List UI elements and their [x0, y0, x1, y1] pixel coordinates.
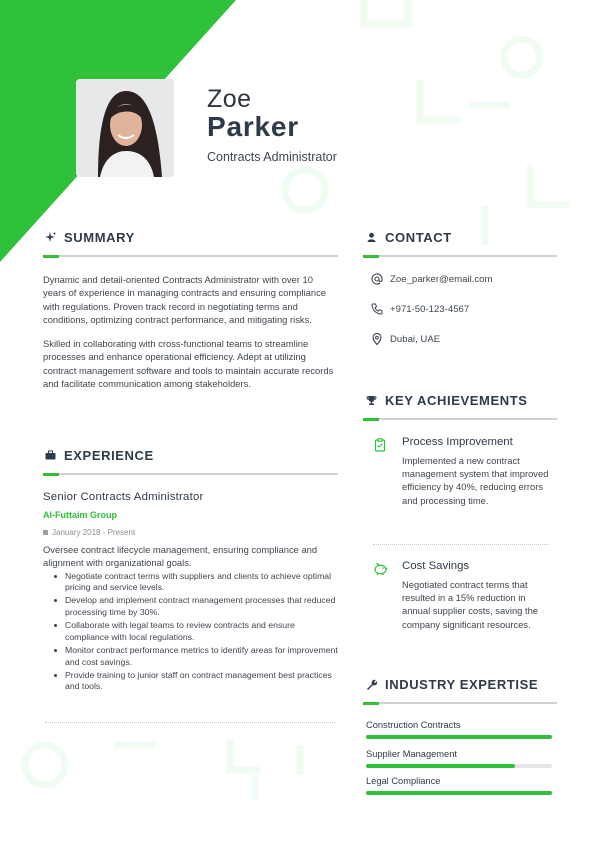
- experience-divider: [45, 722, 335, 723]
- skill-item: [366, 749, 552, 768]
- contact-heading: [366, 230, 452, 245]
- skill-bar-fill: [366, 735, 552, 739]
- achievement-divider: [373, 544, 549, 545]
- experience-dates-label: January 2018 - Present: [52, 528, 136, 537]
- skill-name: Construction Contracts: [366, 720, 461, 730]
- list-item: Provide training to junior staff on contract management best practices and tools.: [43, 670, 338, 693]
- summary-paragraph: Dynamic and detail-oriented Contracts Administrator with over 10 years of experience in managing contracts and ensuring compliance with regulations. Proven track record in negotiating terms and conditions, optimizing contract performance, and mitigating risks.: [43, 274, 326, 325]
- summary-heading: [45, 230, 135, 245]
- list-item: Negotiate contract terms with suppliers and clients to achieve optimal pricing and service levels.: [43, 571, 338, 594]
- skill-item: [366, 776, 552, 795]
- achievement-item: [373, 560, 553, 640]
- at-sign-icon: [371, 273, 383, 285]
- last-name: Parker: [207, 111, 299, 142]
- contact-email-text: Zoe_parker@email.com: [390, 273, 493, 285]
- job-title: Contracts Administrator: [207, 150, 337, 164]
- wrench-icon: [366, 679, 377, 690]
- skill-name: Legal Compliance: [366, 776, 441, 786]
- achievements-rule: [363, 418, 557, 420]
- contact-email[interactable]: [371, 273, 493, 285]
- user-icon: [366, 232, 377, 243]
- skill-item: [366, 720, 552, 739]
- achievement-description: Negotiated contract terms that resulted in a 15% reduction in annual supplier costs, saving the company significant resources.: [402, 579, 539, 630]
- expertise-rule: [363, 702, 557, 704]
- map-pin-icon: [371, 333, 383, 345]
- expertise-heading: [366, 677, 538, 692]
- skill-bar-track: [366, 791, 552, 795]
- experience-company: Al-Futtaim Group: [43, 510, 117, 520]
- experience-rule: [43, 473, 338, 475]
- contact-location: [371, 333, 440, 345]
- skill-bar-track: [366, 735, 552, 739]
- skill-bar-fill: [366, 764, 515, 768]
- list-item: Develop and implement contract management processes that reduced processing time by 30%.: [43, 595, 338, 618]
- experience-role: Senior Contracts Administrator: [43, 491, 204, 503]
- experience-bullets: [43, 571, 338, 693]
- skill-name: Supplier Management: [366, 749, 457, 759]
- contact-phone[interactable]: [371, 303, 469, 315]
- phone-icon: [371, 303, 383, 315]
- trophy-icon: [366, 395, 377, 406]
- sparkle-icon: [45, 232, 56, 243]
- briefcase-icon: [45, 450, 56, 461]
- achievement-title: Cost Savings: [402, 560, 470, 572]
- summary-paragraph: Skilled in collaborating with cross-functional teams to streamline processes and enhance operational efficiency. Adept at utilizing contract management software and tools to maintain accurate records and facilitate communication among stakeholders.: [43, 338, 334, 390]
- person-portrait-icon: [76, 79, 174, 177]
- clipboard-icon: [373, 438, 387, 452]
- profile-photo: [76, 79, 174, 177]
- experience-entry: [43, 491, 338, 695]
- calendar-icon: [43, 530, 48, 535]
- expertise-heading-label: INDUSTRY EXPERTISE: [385, 677, 539, 692]
- contact-heading-label: CONTACT: [385, 230, 452, 245]
- contact-location-text: Dubai, UAE: [390, 333, 441, 345]
- summary-heading-label: SUMMARY: [64, 230, 135, 245]
- contact-phone-text: +971-50-123-4567: [390, 303, 470, 315]
- list-item: Monitor contract performance metrics to identify areas for improvement and cost savings.: [43, 645, 338, 668]
- experience-heading-label: EXPERIENCE: [64, 448, 154, 463]
- experience-heading: [45, 448, 154, 463]
- skill-bar-track: [366, 764, 552, 768]
- achievement-description: Implemented a new contract management system that improved efficiency by 40%, reducing errors and processing time.: [402, 455, 549, 506]
- summary-text: [43, 273, 338, 401]
- achievement-item: [373, 436, 553, 536]
- achievements-heading-label: KEY ACHIEVEMENTS: [385, 393, 528, 408]
- list-item: Collaborate with legal teams to review contracts and ensure compliance with local regulations.: [43, 620, 338, 643]
- experience-dates: [43, 528, 338, 537]
- contact-rule: [363, 255, 557, 257]
- summary-rule: [43, 255, 338, 257]
- first-name: Zoe: [207, 85, 252, 113]
- skill-bar-fill: [366, 791, 552, 795]
- achievements-heading: [366, 393, 528, 408]
- achievement-title: Process Improvement: [402, 436, 513, 448]
- experience-description: Oversee contract lifecycle management, ensuring compliance and alignment with organizational goals.: [43, 544, 318, 569]
- piggy-bank-icon: [373, 562, 387, 576]
